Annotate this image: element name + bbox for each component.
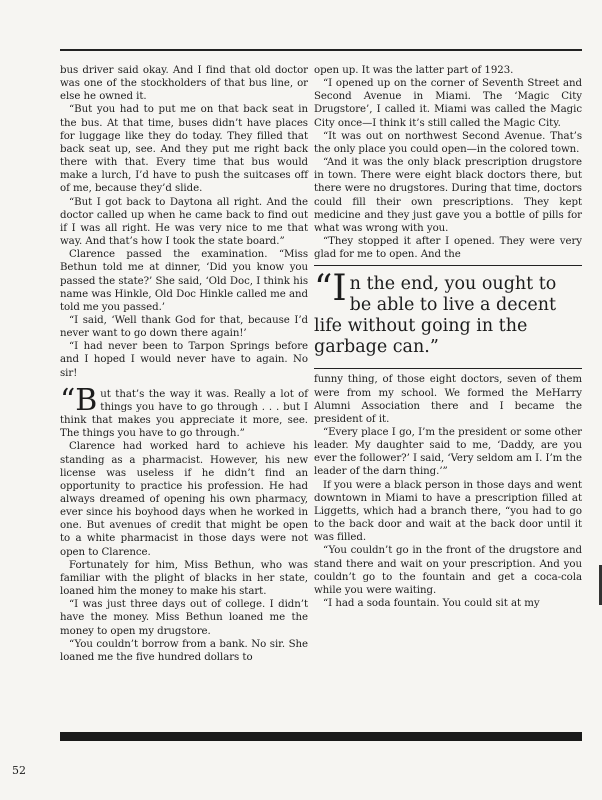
pullquote-initial: “I	[314, 268, 347, 310]
right-column	[314, 64, 582, 610]
bottom-rule	[60, 732, 582, 741]
paragraph: funny thing, of those eight doctors, seven of them were from my school. We formed the MeHarry Alumni Association there and I became the president of it.	[314, 374, 582, 425]
paragraph: “You couldn’t go in the front of the drugstore and stand there and wait on your prescription. And you couldn’t go to the fountain and get a coca-cola while you were waiting.	[314, 545, 582, 596]
pullquote-bottom-rule	[314, 368, 582, 369]
paragraph: Fortunately for him, Miss Bethun, who was familiar with the plight of blacks in her state, loaned him the money to make his start.	[60, 559, 308, 598]
top-rule	[60, 49, 582, 51]
dropcap-paragraph-text: ut that’s the way it was. Really a lot of things you have to go through . . . but I think that makes you appreciate it more, see. The things you have to go through.”	[60, 388, 308, 440]
page-number: 52	[12, 764, 26, 777]
paragraph: “But I got back to Daytona all right. And the doctor called up when he came back to find out if I was all right. He was very nice to me that way. And that’s how I took the state board.”	[60, 196, 308, 248]
pullquote-top-rule	[314, 265, 582, 266]
paragraph: If you were a black person in those days and went downtown in Miami to have a prescription filled at Liggetts, which had a branch there, “you had to go to the back door and wait at the back door until it was filled.	[314, 479, 582, 544]
pullquote	[314, 268, 582, 358]
drop-cap: “B	[60, 382, 98, 418]
paragraph: “It was out on northwest Second Avenue. That’s the only place you could open—in the colored town.	[314, 130, 582, 155]
paragraph: “I had a soda fountain. You could sit at my	[323, 598, 540, 609]
paragraph: “And it was the only black prescription drugstore in town. There were eight black doctors there, but there were no drugstores. During that time, doctors could fill their own prescriptions. They kept medicine and they just gave you a bottle of pills for what was wrong with you.	[314, 157, 582, 234]
paragraph: “Every place I go, I’m the president or some other leader. My daughter said to me, ‘Daddy, are you ever the follower?’ I said, ‘Very seldom am I. I’m the leader of the darn thing.’”	[314, 426, 583, 478]
pullquote-text: n the end, you ought to be able to live a decent life without going in the garbage can.”	[314, 274, 557, 358]
paragraph: Clarence passed the examination. “Miss Bethun told me at dinner, ‘Did you know you passed the state?’ She said, ‘Old Doc, I think his name was Hinkle, Old Doc Hinkle called me and told me you passed.’	[60, 249, 308, 313]
paragraph: “They stopped it after I opened. They were very glad for me to open. And the	[314, 236, 582, 261]
left-column	[60, 64, 308, 664]
paragraph: “You couldn’t borrow from a bank. No sir. She loaned me the five hundred dollars to	[60, 638, 308, 663]
dropcap-paragraph	[60, 382, 308, 441]
paragraph: “I said, ‘Well thank God for that, because I’d never want to go down there again!’	[60, 314, 308, 340]
paragraph: “I was just three days out of college. I didn’t have the money. Miss Bethun loaned me the money to open my drugstore.	[60, 599, 308, 637]
paragraph: “I opened up on the corner of Seventh Street and Second Avenue in Miami. The ‘Magic City Drugstore’, I called it. Miami was called the Magic City once—I think it’s still called the Magic City.	[314, 78, 582, 129]
paragraph: “I had never been to Tarpon Springs before and I hoped I would never have to again. No sir!	[60, 341, 308, 379]
paragraph: “But you had to put me on that back seat in the bus. At that time, buses didn’t have places for luggage like they do today. They filled that back seat up, see. And they put me right back there with that. Every time that bus would make a lurch, I’d have to push the suitcases off of me, because they’d slide.	[60, 104, 308, 195]
paragraph: Clarence had worked hard to achieve his standing as a pharmacist. However, his new license was useless if he didn’t find an opportunity to practice his profession. He had always dreamed of opening his own pharmacy, ever since his boyhood days when he worked in one. But avenues of credit that might be open to a white pharmacist in those days were not open to Clarence.	[60, 441, 308, 558]
paragraph: bus driver said okay. And I find that old doctor was one of the stockholders of that bus line, or else he owned it.	[60, 65, 308, 103]
paragraph: open up. It was the latter part of 1923.	[314, 65, 514, 76]
